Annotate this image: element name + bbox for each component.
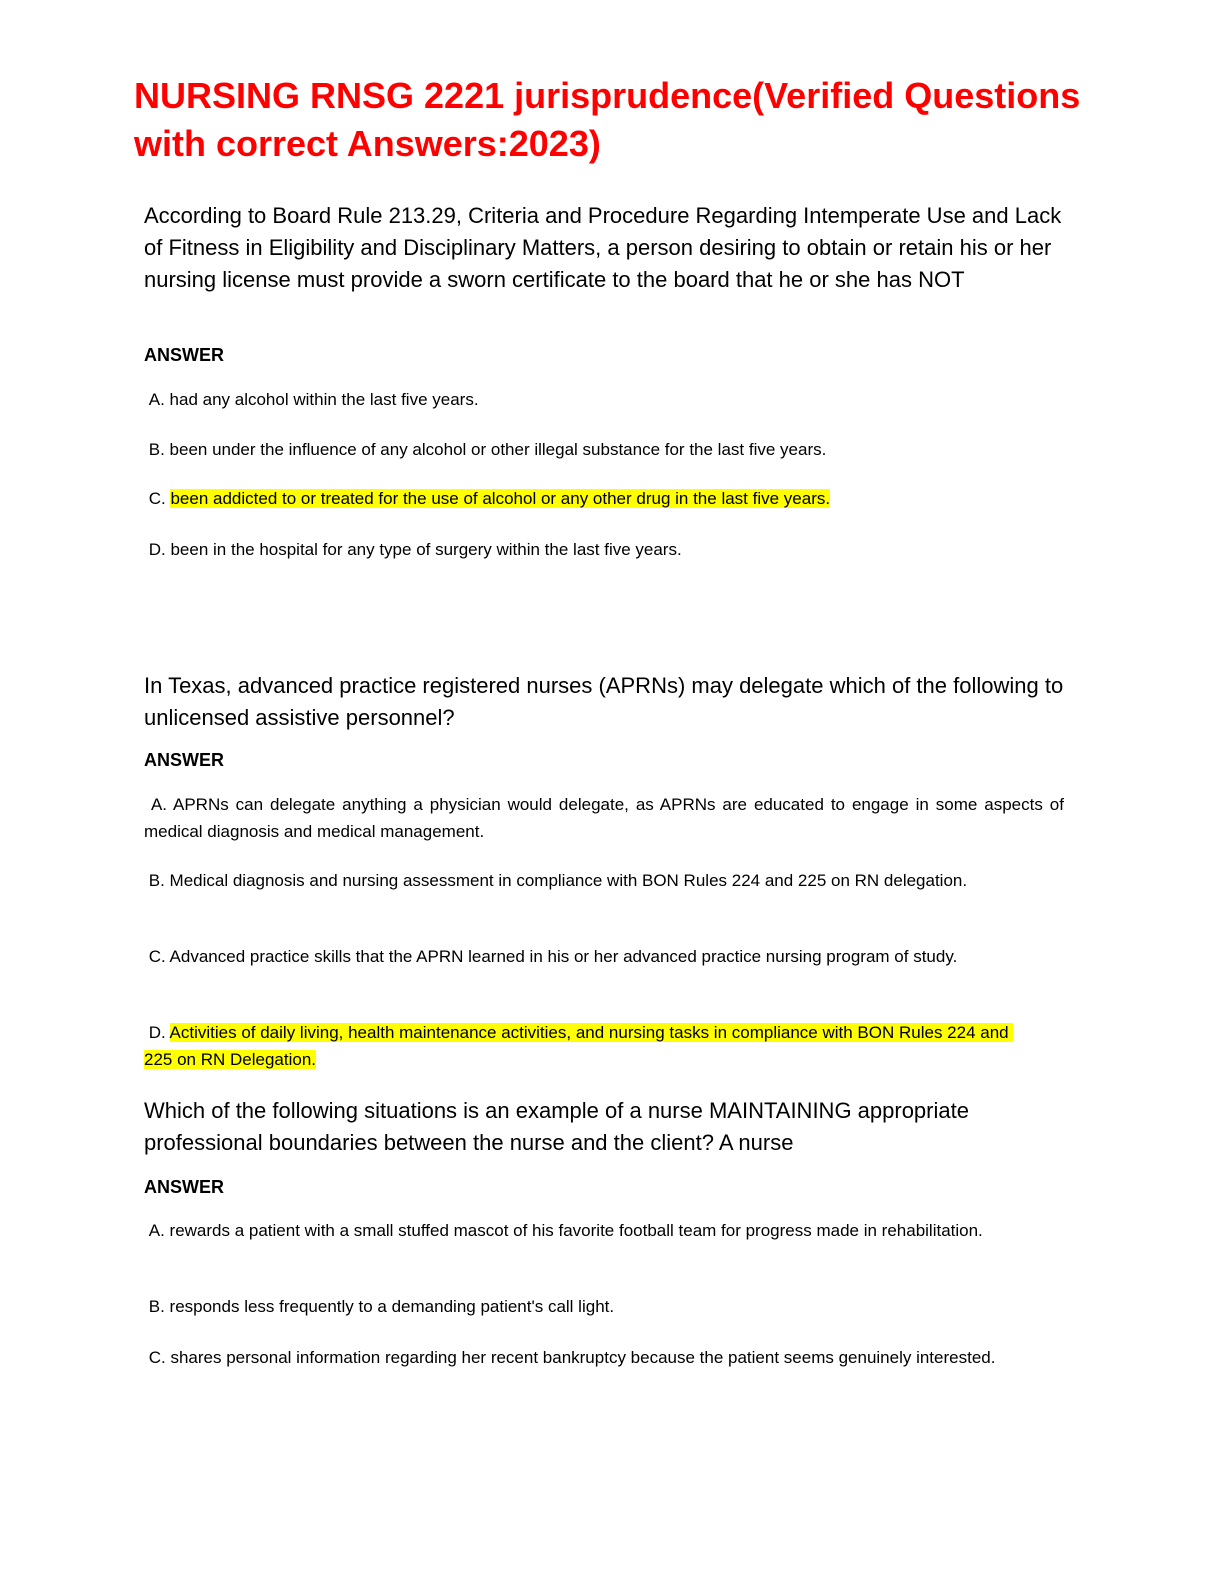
question-2-option-c xyxy=(144,943,1039,970)
option-text: shares personal information regarding her recent bankruptcy because the patient seems genuinely interested. xyxy=(170,1348,996,1367)
question-2-answer-label: ANSWER xyxy=(144,750,224,770)
option-text: been in the hospital for any type of surgery within the last five years. xyxy=(170,540,682,559)
option-text: had any alcohol within the last five years. xyxy=(169,390,479,409)
option-letter: D. xyxy=(144,1023,170,1042)
question-1-text: According to Board Rule 213.29, Criteria and Procedure Regarding Intemperate Use and Lack of Fitness in Eligibility and Disciplinary Matters, a person desiring to obtain or retain his or her nursing license must provide a sworn certificate to the board that he or she has NOT xyxy=(144,203,1062,292)
option-letter: C. xyxy=(144,1348,171,1367)
question-1-option-b xyxy=(144,436,1064,463)
question-3-option-c xyxy=(144,1344,1044,1371)
question-1-answer-label: ANSWER xyxy=(144,345,224,365)
option-letter: D. xyxy=(144,540,171,559)
option-text: Advanced practice skills that the APRN learned in his or her advanced practice nursing program of study. xyxy=(169,947,958,966)
question-2-text: In Texas, advanced practice registered nurses (APRNs) may delegate which of the following to unlicensed assistive personnel? xyxy=(144,673,1064,730)
option-letter: A. xyxy=(144,1221,170,1240)
document-title: NURSING RNSG 2221 jurisprudence(Verified Questions with correct Answers:2023) xyxy=(134,75,1081,164)
question-3-option-a xyxy=(144,1217,1024,1244)
question-2-option-b xyxy=(144,867,1014,894)
question-2-option-a xyxy=(144,791,1069,845)
option-letter: C. xyxy=(144,489,171,508)
option-letter: B. xyxy=(144,1297,170,1316)
option-text: rewards a patient with a small stuffed mascot of his favorite football team for progress made in rehabilitation. xyxy=(169,1221,983,1240)
question-1-option-a xyxy=(144,386,1064,413)
option-letter: A. xyxy=(144,795,173,814)
question-3-option-b xyxy=(144,1293,1064,1320)
option-text: Medical diagnosis and nursing assessment in compliance with BON Rules 224 and 225 on RN delegation. xyxy=(169,871,968,890)
highlighted-correct-answer: been addicted to or treated for the use of alcohol or any other drug in the last five years. xyxy=(170,489,831,508)
option-letter: A. xyxy=(144,390,170,409)
question-2-option-d xyxy=(144,1019,1034,1073)
highlighted-correct-answer: Activities of daily living, health maintenance activities, and nursing tasks in compliance with BON Rules 224 and 225 on RN Delegation. xyxy=(144,1023,1014,1069)
question-3-text: Which of the following situations is an example of a nurse MAINTAINING appropriate professional boundaries between the nurse and the client? A nurse xyxy=(144,1098,969,1155)
question-1-option-d xyxy=(144,536,1064,563)
option-text: been under the influence of any alcohol or other illegal substance for the last five years. xyxy=(169,440,827,459)
question-1-option-c xyxy=(144,485,1064,512)
option-letter: C. xyxy=(144,947,170,966)
option-text: APRNs can delegate anything a physician would delegate, as APRNs are educated to engage in some aspects of medical diagnosis and medical management. xyxy=(144,795,1069,841)
question-3-answer-label: ANSWER xyxy=(144,1177,224,1197)
option-letter: B. xyxy=(144,440,170,459)
option-text: responds less frequently to a demanding patient's call light. xyxy=(169,1297,615,1316)
option-letter: B. xyxy=(144,871,170,890)
